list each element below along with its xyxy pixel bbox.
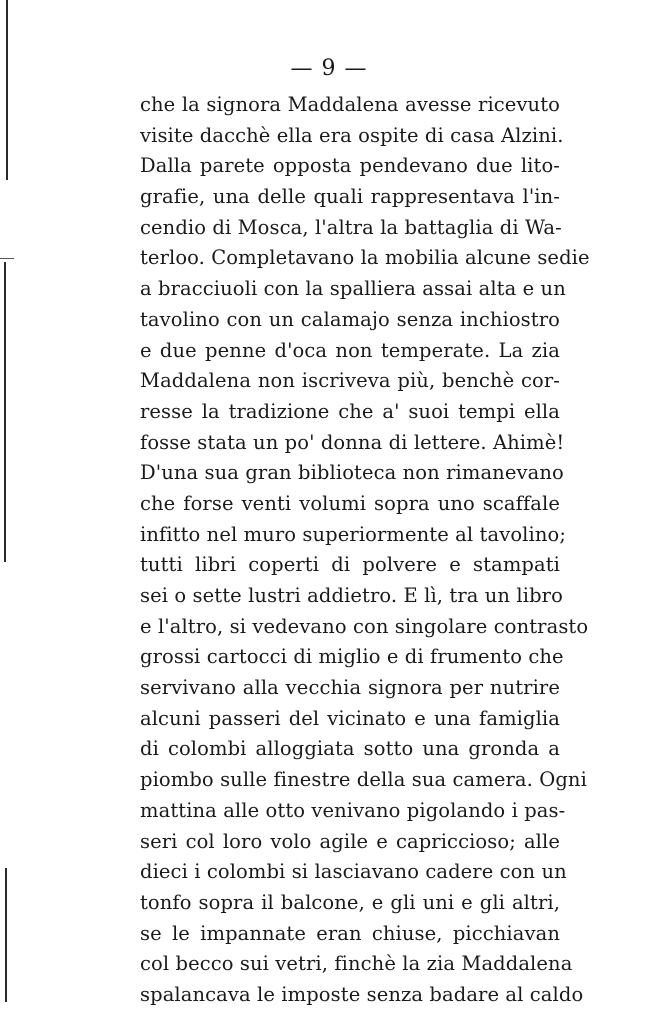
text-line: alcuni passeri del vicinato e una famiglia: [140, 706, 560, 730]
text-line: tutti libri coperti di polvere e stampati: [140, 553, 560, 577]
text-line: e due penne d'oca non temperate. La zia: [140, 338, 560, 362]
text-line: terloo. Completavano la mobilia alcune sedie: [140, 246, 590, 270]
text-line: seri col loro volo agile e capriccioso; alle: [140, 829, 560, 853]
scan-edge-top: [6, 0, 8, 180]
text-line: e l'altro, si vedevano con singolare contrasto: [140, 614, 589, 638]
text-line: Maddalena non iscriveva più, benchè cor-: [140, 369, 560, 393]
text-line: grafie, una delle quali rappresentava l'in-: [140, 185, 560, 209]
body-text: [140, 90, 590, 1011]
text-line: visite dacchè ella era ospite di casa Alzini.: [140, 123, 564, 147]
text-line: fosse stata un po' donna di lettere. Ahimè!: [140, 430, 565, 454]
text-line: se le impannate eran chiuse, picchiavan: [140, 921, 560, 945]
text-line: a bracciuoli con la spalliera assai alta e un: [140, 277, 566, 301]
text-line: di colombi alloggiata sotto una gronda a: [140, 737, 560, 761]
scan-edge-middle: [4, 262, 6, 562]
text-line: piombo sulle finestre della sua camera. Ogni: [140, 768, 587, 792]
page-number: — 9 —: [290, 56, 368, 81]
text-line: sei o sette lustri addietro. E lì, tra un libro: [140, 584, 563, 607]
text-line: dieci i colombi si lasciavano cadere con un: [140, 860, 567, 884]
text-line: servivano alla vecchia signora per nutrire: [140, 676, 560, 700]
text-line: che la signora Maddalena avesse ricevuto: [140, 93, 560, 116]
text-line: Dalla parete opposta pendevano due lito-: [140, 154, 560, 178]
text-line: cendio di Mosca, l'altra la battaglia di Wa-: [140, 215, 562, 239]
text-line: che forse venti volumi sopra uno scaffale: [140, 491, 560, 515]
text-line: infitto nel muro superiormente al tavolino;: [140, 522, 566, 546]
text-line: mattina alle otto venivano pigolando i pas-: [140, 798, 566, 822]
text-line: tavolino con un calamajo senza inchiostro: [140, 307, 560, 331]
text-line: tonfo sopra il balcone, e gli uni e gli altri,: [140, 890, 560, 914]
text-line: col becco sui vetri, finchè la zia Maddalena: [140, 952, 573, 976]
text-line: grossi cartocci di miglio e di frumento che: [140, 645, 564, 669]
scan-edge-bottom: [5, 868, 7, 1002]
text-line: spalancava le imposte senza badare al caldo: [140, 982, 584, 1006]
text-line: D'una sua gran biblioteca non rimanevano: [140, 461, 564, 485]
text-line: resse la tradizione che a' suoi tempi ella: [140, 399, 560, 423]
scan-edge-speck: [0, 258, 14, 259]
